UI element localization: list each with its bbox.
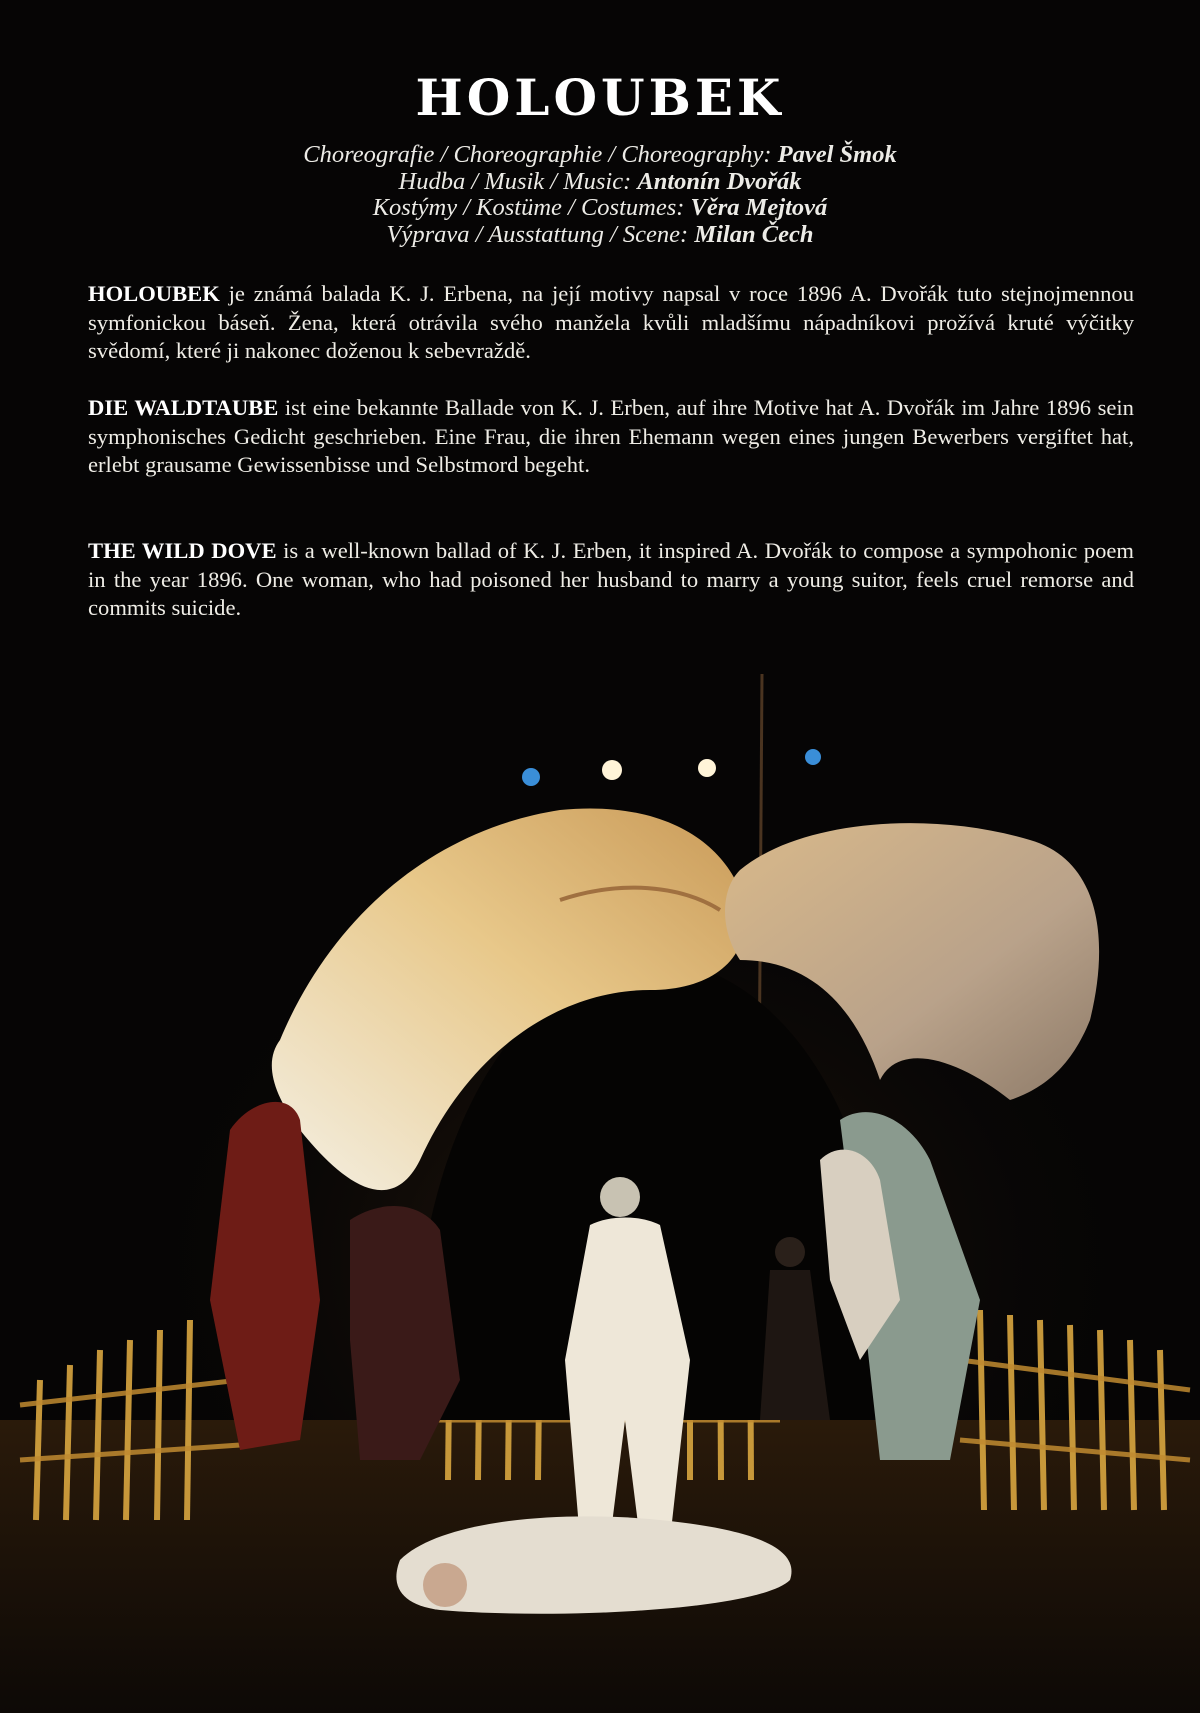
masked-figure-head (600, 1177, 640, 1217)
paragraph-text: ist eine bekannte Ballade von K. J. Erben, auf ihre Motive hat A. Dvořák im Jahre 1896 sein symphonisches Gedicht geschrieben. Eine Frau, die ihren Ehemann wegen eines jungen Bewerbers vergiftet hat, erlebt grausame Gewissenbisse und Selbstmord begeht. (88, 395, 1134, 478)
credit-music (0, 169, 1200, 196)
credit-choreography (0, 142, 1200, 169)
credit-label: Kostýmy / Kostüme / Costumes: (372, 194, 685, 221)
credits-block (0, 142, 1200, 248)
paragraph-czech (88, 280, 1134, 366)
credit-name: Věra Mejtová (690, 194, 828, 221)
credit-name: Pavel Šmok (777, 141, 897, 168)
paragraph-german (88, 394, 1134, 480)
paragraph-english (88, 537, 1134, 623)
paragraph-lead: HOLOUBEK (88, 281, 220, 306)
credit-label: Výprava / Ausstattung / Scene: (386, 220, 689, 248)
stage-light (805, 749, 821, 765)
stage-photo (0, 660, 1200, 1713)
stage-light (698, 759, 716, 777)
credit-costumes (0, 195, 1200, 222)
paragraph-text: je známá balada K. J. Erbena, na její motivy napsal v roce 1896 A. Dvořák tuto stejnojmennou symfonickou báseň. Žena, která otrávila svého manžela kvůli mladšímu nápadníkovi prožívá kruté výčitky svědomí, které ji nakonec doženou k sebevraždě. (88, 281, 1134, 364)
credit-scene (0, 222, 1200, 249)
paragraph-text: is a well-known ballad of K. J. Erben, it inspired A. Dvořák to compose a sympohonic poem in the year 1896. One woman, who had poisoned her husband to marry a young suitor, feels cruel remorse and commits suicide. (88, 538, 1135, 621)
paragraph-lead: DIE WALDTAUBE (88, 395, 279, 420)
credit-label: Choreografie / Choreographie / Choreography: (303, 141, 772, 168)
stage-light (602, 760, 622, 780)
stage-light (522, 768, 540, 786)
credit-label: Hudba / Musik / Music: (398, 167, 632, 195)
credit-name: Milan Čech (694, 220, 814, 248)
paragraph-lead: THE WILD DOVE (88, 538, 277, 563)
page-title: HOLOUBEK (415, 68, 785, 127)
credit-name: Antonín Dvořák (637, 167, 802, 195)
